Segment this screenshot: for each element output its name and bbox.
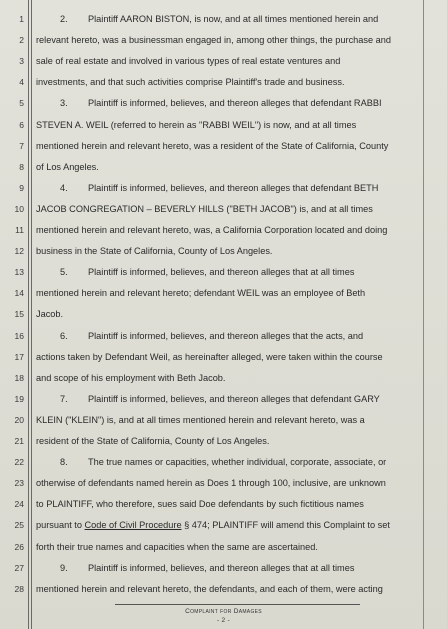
line-number: 22 — [14, 457, 24, 468]
line-text: otherwise of defendants named herein as Does 1 through 100, inclusive, are unknown — [36, 478, 386, 489]
line-text: Plaintiff is informed, believes, and thereon alleges that the acts, and — [88, 330, 364, 341]
paragraph-number: 2. — [60, 14, 68, 24]
line-text: sale of real estate and involved in various types of real estate ventures and — [36, 56, 341, 67]
line-text: and scope of his employment with Beth Jacob. — [36, 372, 226, 383]
paragraph-number: 8. — [60, 457, 68, 468]
line-text: investments, and that such activities comprise Plaintiff's trade and business. — [36, 77, 345, 88]
document-line — [36, 98, 446, 109]
document-line — [36, 436, 422, 447]
line-text: § 474; PLAINTIFF will amend this Complaint to set — [181, 520, 390, 531]
line-number: 25 — [14, 520, 24, 531]
line-number: 28 — [14, 583, 24, 594]
document-line — [36, 183, 446, 194]
paragraph-number: 7. — [60, 393, 68, 404]
line-number: 11 — [15, 225, 24, 235]
line-number: 20 — [14, 414, 24, 425]
line-number: 13 — [14, 267, 24, 278]
line-number: 17 — [14, 351, 24, 362]
line-number: 23 — [14, 478, 24, 489]
line-number: 6 — [19, 119, 24, 130]
document-line — [36, 352, 422, 363]
line-text: Plaintiff is informed, believes, and thereon alleges that at all times — [88, 562, 355, 573]
line-number: 9 — [19, 182, 24, 193]
margin-rule-left-outer — [28, 0, 29, 629]
document-line — [36, 204, 422, 215]
paragraph-number: 5. — [60, 267, 68, 278]
line-text: Plaintiff is informed, believes, and thereon alleges that defendant GARY — [88, 393, 380, 404]
document-line — [36, 331, 446, 342]
line-number: 27 — [14, 562, 24, 573]
paragraph-number: 6. — [60, 330, 68, 341]
line-text: to PLAINTIFF, who therefore, sues said Doe defendants by such fictitious names — [36, 499, 364, 510]
line-text: resident of the State of California, County of Los Angeles. — [36, 436, 270, 446]
document-line — [36, 309, 422, 320]
document-line — [36, 394, 446, 405]
document-line — [36, 120, 422, 131]
paragraph-number: 3. — [60, 98, 68, 109]
line-number: 8 — [19, 161, 24, 172]
line-text: Plaintiff is informed, believes, and thereon alleges that defendant RABBI — [88, 98, 382, 109]
line-number: 24 — [14, 499, 24, 510]
margin-rule-right — [423, 0, 424, 629]
document-line — [36, 288, 422, 299]
line-text: forth their true names and capacities when the same are ascertained. — [36, 541, 318, 552]
line-text: actions taken by Defendant Weil, as hereinafter alleged, were taken within the course — [36, 351, 383, 362]
line-text: Jacob. — [36, 309, 64, 320]
margin-rule-left-inner — [31, 0, 32, 629]
line-text: Plaintiff is informed, believes, and thereon alleges that at all times — [88, 267, 355, 278]
line-text: KLEIN ("KLEIN") is, and at all times mentioned herein and relevant hereto, was a — [36, 414, 365, 425]
document-line — [36, 14, 446, 25]
line-text: STEVEN A. WEIL (referred to herein as "RABBI WEIL") is now, and at all times — [36, 119, 357, 130]
document-line — [36, 457, 446, 468]
document-line — [36, 520, 422, 531]
document-line — [36, 542, 422, 553]
document-line — [36, 478, 422, 489]
footer-rule — [115, 604, 360, 605]
line-text: The true names or capacities, whether individual, corporate, associate, or — [88, 457, 387, 468]
line-number: 3 — [19, 56, 24, 67]
paragraph-number: 4. — [60, 182, 68, 193]
document-line — [36, 267, 446, 278]
line-text: mentioned herein and relevant hereto; defendant WEIL was an employee of Beth — [36, 288, 366, 299]
document-line — [36, 373, 422, 384]
paragraph-number: 9. — [60, 562, 68, 573]
line-number: 4 — [19, 77, 24, 88]
line-number: 19 — [14, 393, 24, 404]
line-number: 16 — [14, 330, 24, 341]
line-text: relevant hereto, was a businessman engaged in, among other things, the purchase and — [36, 35, 391, 46]
line-text: mentioned herein and relevant hereto, the defendants, and each of them, were acting — [36, 583, 383, 594]
line-number: 21 — [14, 436, 24, 446]
line-number: 18 — [14, 372, 24, 383]
line-number: 14 — [14, 288, 24, 299]
footer-page-number: - 2 - — [216, 617, 231, 624]
document-line — [36, 499, 422, 510]
statute-reference: Code of Civil Procedure — [84, 520, 182, 531]
document-line — [36, 162, 422, 173]
line-text: mentioned herein and relevant hereto, was a resident of the State of California, County — [36, 140, 389, 151]
line-number: 2 — [19, 35, 24, 46]
document-line — [36, 584, 422, 595]
line-text: pursuant to — [36, 520, 85, 531]
line-number: 12 — [14, 246, 24, 257]
line-number: 15 — [14, 309, 24, 320]
line-text: Plaintiff is informed, believes, and thereon alleges that defendant BETH — [88, 182, 379, 193]
line-text: JACOB CONGREGATION – BEVERLY HILLS ("BETH JACOB") is, and at all times — [36, 203, 373, 214]
line-number: 26 — [14, 541, 24, 552]
line-number: 10 — [14, 203, 24, 214]
document-line — [36, 225, 422, 236]
document-line — [36, 77, 422, 88]
document-line — [36, 563, 446, 574]
line-text: of Los Angeles. — [36, 161, 99, 172]
line-text: Plaintiff AARON BISTON, is now, and at all times mentioned herein and — [88, 14, 379, 24]
line-text: mentioned herein and relevant hereto, was, a California Corporation located and doing — [36, 225, 388, 235]
document-line — [36, 141, 422, 152]
line-number: 7 — [19, 140, 24, 151]
line-number: 1 — [19, 14, 24, 24]
line-number-gutter — [0, 0, 28, 629]
footer-title: Complaint for Damages — [185, 608, 262, 615]
line-text: business in the State of California, County of Los Angeles. — [36, 246, 273, 257]
document-line — [36, 246, 422, 257]
line-number: 5 — [19, 98, 24, 109]
document-line — [36, 56, 422, 67]
document-line — [36, 35, 422, 46]
document-line — [36, 415, 422, 426]
